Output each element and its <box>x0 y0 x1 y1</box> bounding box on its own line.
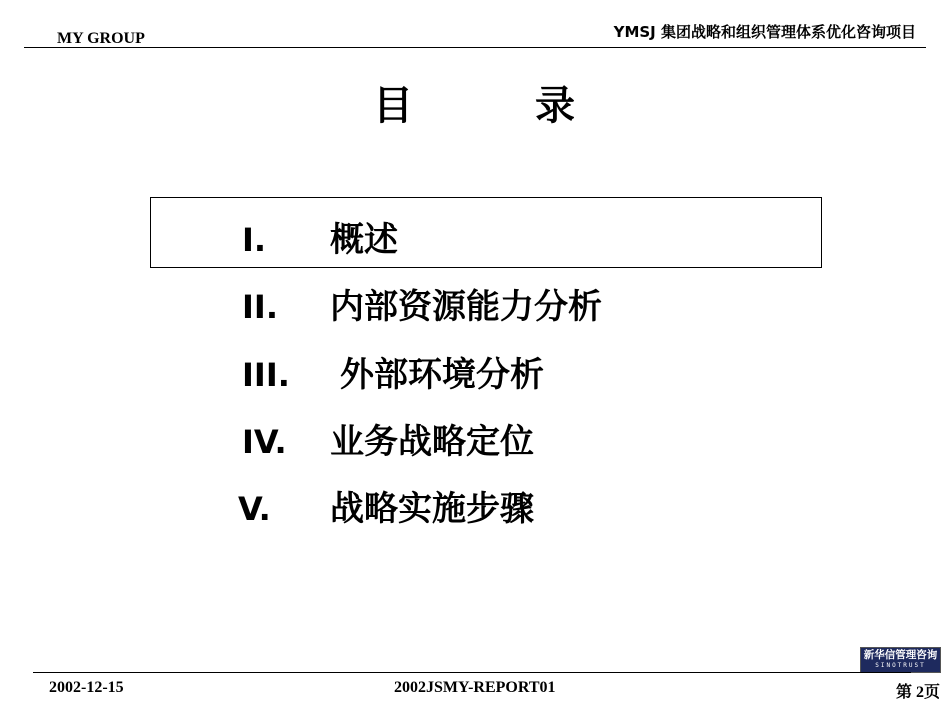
toc-item-text: 战略实施步骤 <box>330 489 534 529</box>
footer-report-id: 2002JSMY-REPORT01 <box>394 679 556 696</box>
toc-item-text: 概述 <box>330 220 398 260</box>
toc-item-text: 外部环境分析 <box>340 355 544 395</box>
toc-item-number: IV. <box>242 423 287 461</box>
toc-item-number: III. <box>242 356 290 394</box>
header-divider <box>24 47 926 48</box>
toc-item-number: I. <box>242 221 267 259</box>
toc-item-text: 内部资源能力分析 <box>330 287 602 327</box>
sinotrust-logo <box>860 647 941 673</box>
footer-page-number: 第 2页 <box>895 684 940 701</box>
page-title-char-1: 目 <box>373 83 415 129</box>
page-title <box>0 74 950 131</box>
logo-text-cn: 新华信管理咨询 <box>863 649 938 661</box>
toc-item-number: II. <box>242 288 278 326</box>
footer-date: 2002-12-15 <box>49 679 124 696</box>
logo-text-en: SINOTRUST <box>875 662 926 669</box>
header-project-title: YMSJ 集团战略和组织管理体系优化咨询项目 <box>613 23 916 41</box>
header-company-name: MY GROUP <box>57 30 145 47</box>
page-title-char-2: 录 <box>535 83 577 129</box>
toc-item-text: 业务战略定位 <box>330 422 534 462</box>
footer-divider <box>33 672 911 673</box>
toc-item-number: V. <box>238 490 271 528</box>
